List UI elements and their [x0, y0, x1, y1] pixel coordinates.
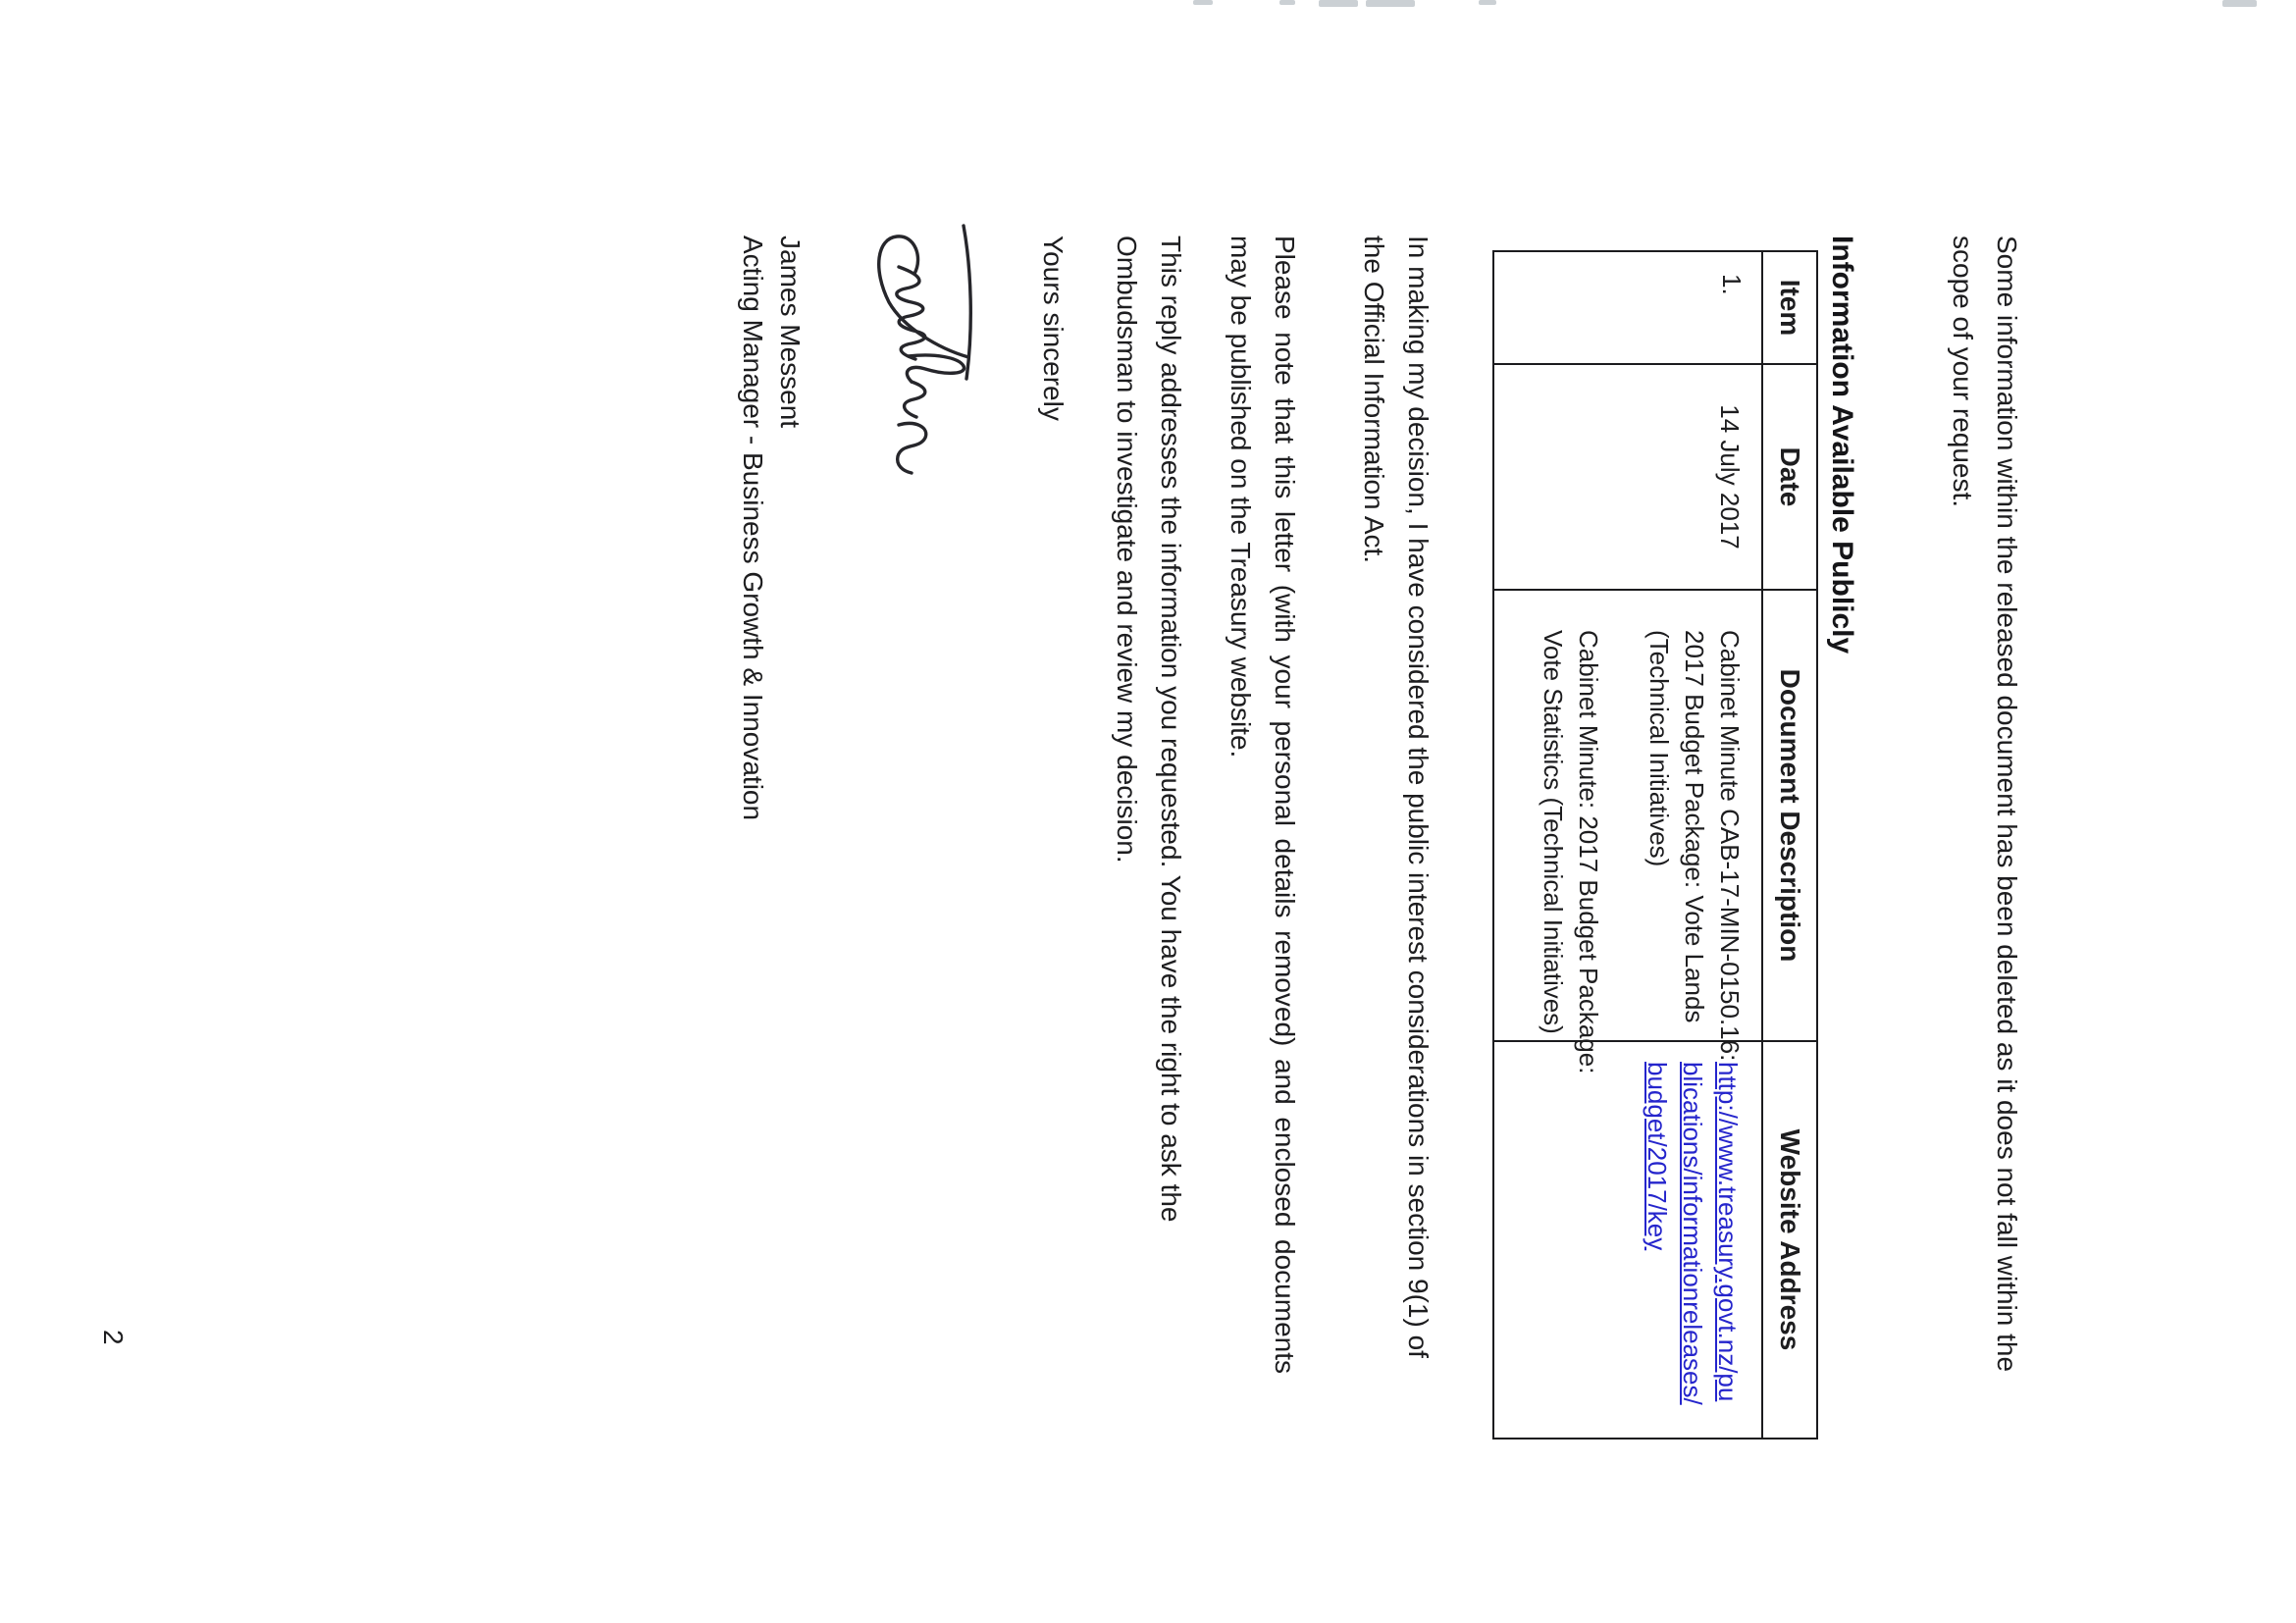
cell-item-number: 1. — [1493, 251, 1762, 364]
column-header-document-description: Document Description — [1762, 590, 1817, 1041]
scan-artifact — [1319, 0, 1358, 7]
cell-date: 14 July 2017 — [1493, 364, 1762, 590]
scan-artifact — [1479, 0, 1496, 5]
handwritten-signature — [863, 208, 993, 502]
description-line-blank — [1606, 630, 1642, 1021]
paragraph-public-interest: In making my decision, I have considered the public interest considerations in section 9(1) of the Official Information Act. — [1359, 236, 1434, 1358]
page-number: 2 — [98, 1330, 129, 1345]
valediction: Yours sincerely — [1038, 236, 1069, 421]
website-link-line[interactable]: budget/2017/key — [1643, 1062, 1672, 1251]
paragraph-publication-note: Please note that this letter (with your personal details removed) and enclosed documents may be published on the Treasury website. — [1226, 236, 1300, 1374]
table-header-row — [1762, 251, 1817, 1439]
paragraph-ombudsman-rights: This reply addresses the information you requested. You have the right to ask the Ombudsman to investigate and review my decision. — [1112, 236, 1186, 1223]
signatory-title: Acting Manager - Business Growth & Innovation — [738, 236, 768, 821]
scan-artifact — [1366, 0, 1415, 7]
column-header-item: Item — [1762, 251, 1817, 364]
description-line: (Technical Initiatives) — [1644, 630, 1674, 867]
scan-artifact — [1193, 0, 1213, 5]
section-heading-information-available-publicly: Information Available Publicly — [1826, 236, 1859, 654]
cell-website-address — [1493, 1041, 1762, 1439]
column-header-website-address: Website Address — [1762, 1041, 1817, 1439]
description-line: Cabinet Minute: 2017 Budget Package: — [1574, 630, 1603, 1074]
scan-artifact — [2222, 0, 2257, 7]
scan-artifact — [1279, 0, 1295, 5]
description-line: 2017 Budget Package: Vote Lands — [1680, 630, 1709, 1023]
table-row — [1493, 251, 1762, 1439]
website-link-line[interactable]: http://www.treasury.govt.nz/pu — [1713, 1062, 1743, 1402]
description-line: Vote Statistics (Technical Initiatives) — [1539, 630, 1568, 1034]
column-header-date: Date — [1762, 364, 1817, 590]
treasury-website-link[interactable] — [1640, 1062, 1746, 1428]
description-line: Cabinet Minute CAB-17-MIN-0150.16: — [1715, 630, 1745, 1062]
signatory-name: James Messent — [775, 236, 806, 429]
cell-document-description — [1493, 590, 1762, 1074]
website-link-line[interactable]: blications/informationreleases/ — [1678, 1062, 1707, 1405]
paragraph-deleted-information: Some information within the released document has been deleted as it does not fall within the scope of your request. — [1948, 236, 2022, 1373]
information-available-table — [1492, 250, 1818, 1440]
